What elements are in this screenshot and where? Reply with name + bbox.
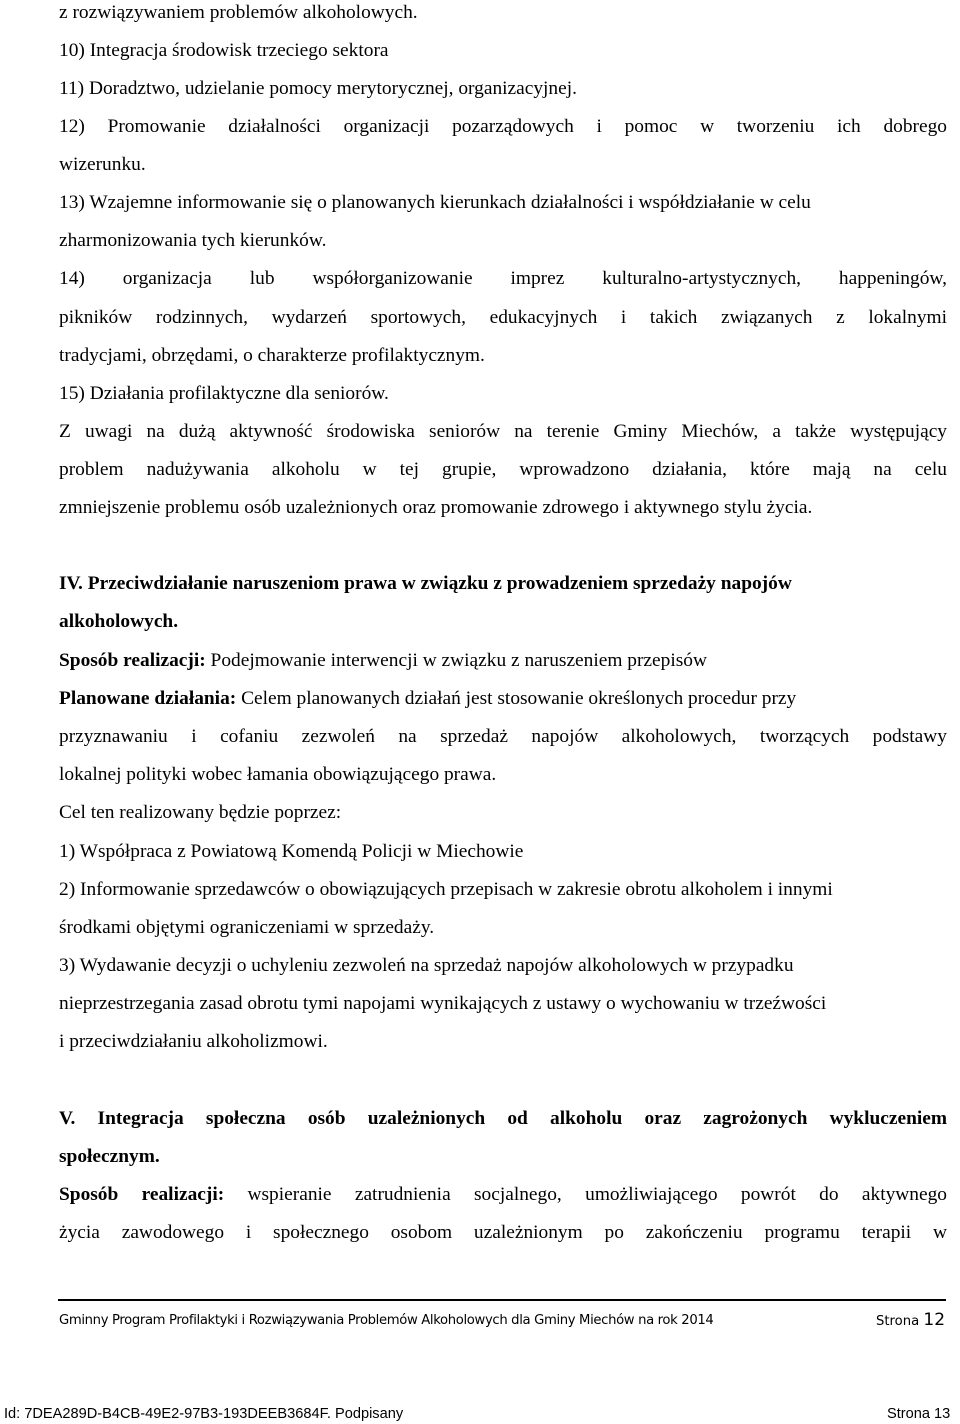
list-item: 11) Doradztwo, udzielanie pomocy merytorycznej, organizacyjnej. bbox=[59, 78, 577, 99]
method-label: Sposób realizacji: bbox=[59, 650, 206, 671]
signature-id-stamp: Id: 7DEA289D-B4CB-49E2-97B3-193DEEB3684F. Podpisany bbox=[4, 1406, 404, 1422]
text-line: pikników rodzinnych, wydarzeń sportowych, edukacyjnych i takich związanych z lokalnymi bbox=[59, 307, 947, 328]
text-line: środkami objętymi ograniczeniami w sprzedaży. bbox=[59, 917, 435, 938]
section-heading: V. Integracja społeczna osób uzależnionych od alkoholu oraz zagrożonych wykluczeniem bbox=[59, 1108, 947, 1129]
list-item: 2) Informowanie sprzedawców o obowiązujących przepisach w zakresie obrotu alkoholem i innymi bbox=[59, 879, 833, 900]
paragraph-line: problem nadużywania alkoholu w tej grupie, wprowadzono działania, które mają na celu bbox=[59, 459, 947, 480]
list-item: 12) Promowanie działalności organizacji pozarządowych i pomoc w tworzeniu ich dobrego bbox=[59, 116, 947, 137]
footer-page-label: Strona bbox=[876, 1314, 920, 1329]
text-line: tradycjami, obrzędami, o charakterze profilaktycznym. bbox=[59, 345, 485, 366]
paragraph-line: przyznawaniu i cofaniu zezwoleń na sprzedaż napojów alkoholowych, tworzących podstawy bbox=[59, 726, 947, 747]
planned-actions-label: Planowane działania: bbox=[59, 688, 237, 709]
text-line: z rozwiązywaniem problemów alkoholowych. bbox=[59, 2, 418, 23]
text-line: zharmonizowania tych kierunków. bbox=[59, 230, 327, 251]
text-line: Cel ten realizowany będzie poprzez: bbox=[59, 802, 342, 823]
text-line: i przeciwdziałaniu alkoholizmowi. bbox=[59, 1031, 328, 1052]
text-line: życia zawodowego i społecznego osobom uzależnionym po zakończeniu programu terapii w bbox=[59, 1222, 947, 1243]
planned-actions-line bbox=[59, 687, 796, 711]
method-text: wspieranie zatrudnienia socjalnego, umożliwiającego powrót do aktywnego bbox=[224, 1184, 947, 1205]
section-heading: IV. Przeciwdziałanie naruszeniom prawa w związku z prowadzeniem sprzedaży napojów bbox=[59, 573, 792, 594]
footer-page-number bbox=[876, 1309, 945, 1333]
paragraph-line: lokalnej polityki wobec łamania obowiązującego prawa. bbox=[59, 764, 497, 785]
section-heading: alkoholowych. bbox=[59, 611, 179, 632]
stamp-page-number: Strona 13 bbox=[887, 1406, 951, 1422]
list-item: 1) Współpraca z Powiatową Komendą Policji w Miechowie bbox=[59, 841, 524, 862]
section-heading: społecznym. bbox=[59, 1146, 160, 1167]
list-item: 14) organizacja lub współorganizowanie imprez kulturalno-artystycznych, happeningów, bbox=[59, 268, 947, 289]
method-line bbox=[59, 649, 707, 673]
list-item: 13) Wzajemne informowanie się o planowanych kierunkach działalności i współdziałanie w celu bbox=[59, 192, 811, 213]
list-item: 3) Wydawanie decyzji o uchyleniu zezwoleń na sprzedaż napojów alkoholowych w przypadku bbox=[59, 955, 794, 976]
method-line bbox=[59, 1183, 947, 1207]
list-item: 10) Integracja środowisk trzeciego sektora bbox=[59, 40, 389, 61]
footer-divider bbox=[58, 1299, 946, 1301]
planned-actions-text: Celem planowanych działań jest stosowanie określonych procedur przy bbox=[236, 688, 797, 709]
paragraph-line: zmniejszenie problemu osób uzależnionych oraz promowanie zdrowego i aktywnego stylu życia. bbox=[59, 497, 813, 518]
method-label: Sposób realizacji: bbox=[59, 1184, 225, 1205]
footer-title: Gminny Program Profilaktyki i Rozwiązywania Problemów Alkoholowych dla Gminy Miechów na rok 2014 bbox=[59, 1313, 714, 1328]
paragraph-line: Z uwagi na dużą aktywność środowiska seniorów na terenie Gminy Miechów, a także występujący bbox=[59, 421, 947, 442]
text-line: wizerunku. bbox=[59, 154, 146, 175]
text-line: nieprzestrzegania zasad obrotu tymi napojami wynikających z ustawy o wychowaniu w trzeźwości bbox=[59, 993, 827, 1014]
method-text: Podejmowanie interwencji w związku z naruszeniem przepisów bbox=[205, 650, 707, 671]
list-item: 15) Działania profilaktyczne dla seniorów. bbox=[59, 383, 389, 404]
footer-page-value: 12 bbox=[923, 1310, 946, 1330]
